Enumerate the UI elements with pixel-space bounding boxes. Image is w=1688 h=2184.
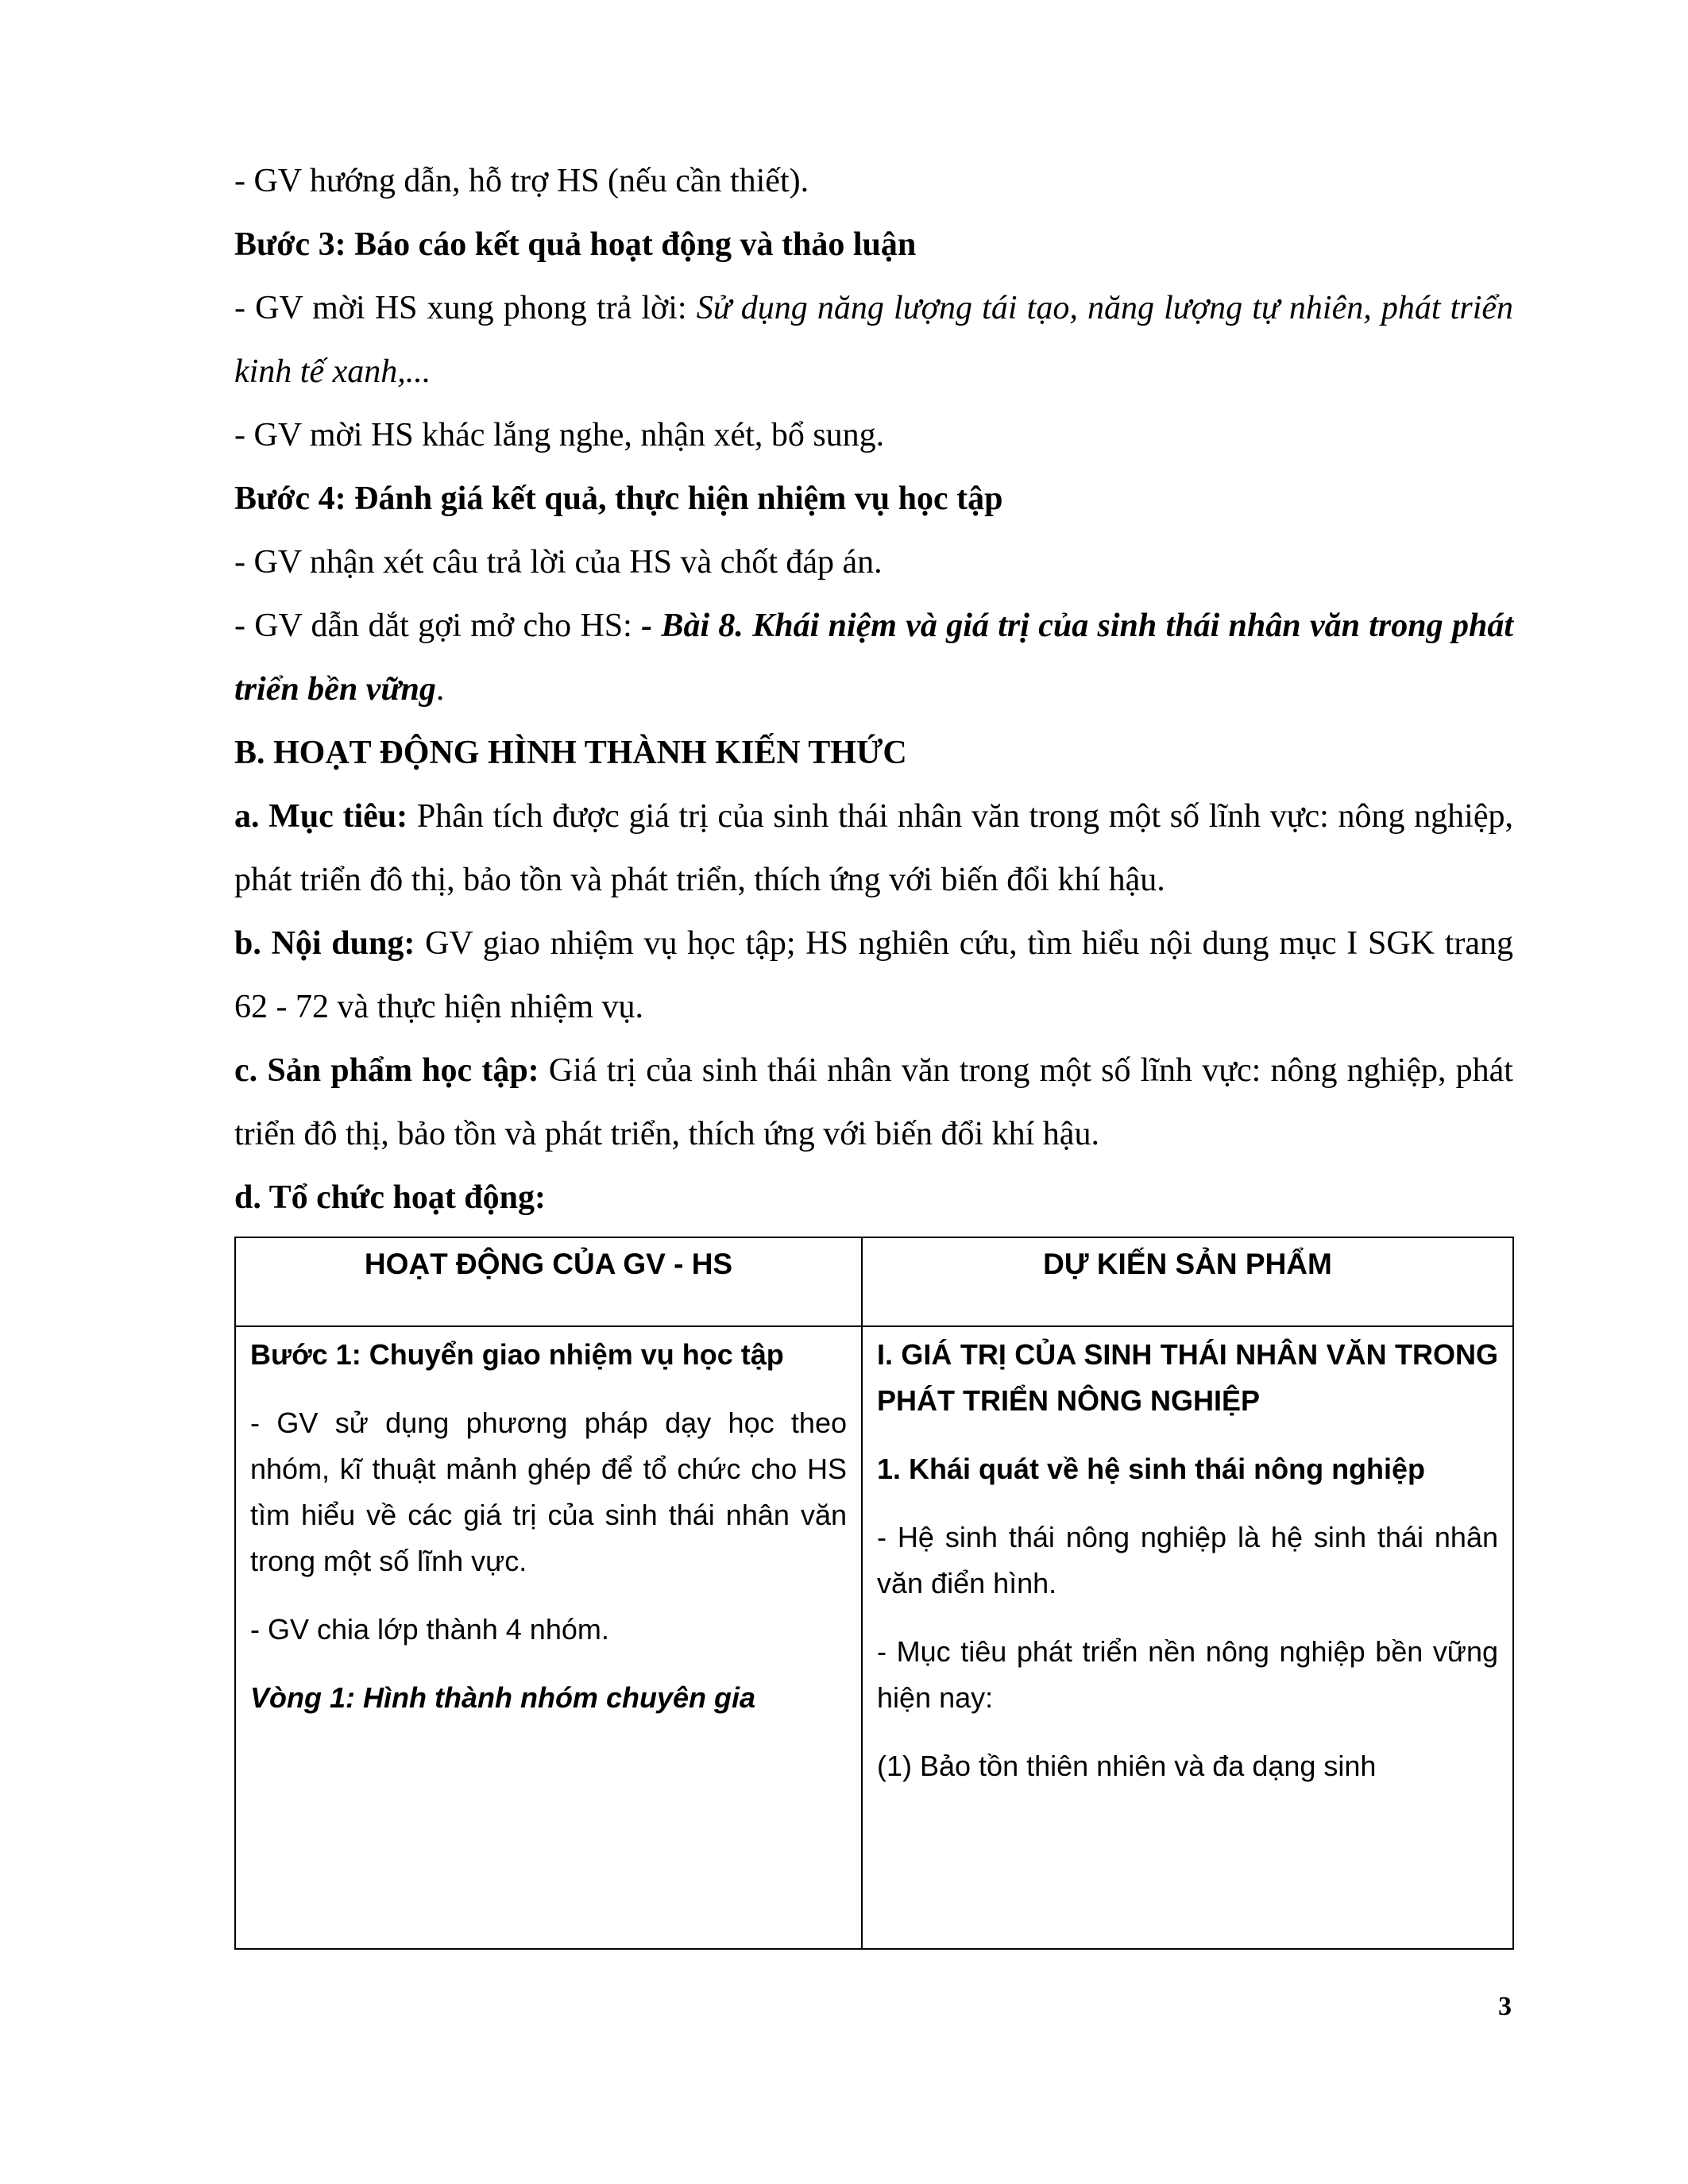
paragraph [234,1039,1513,1166]
products-cell [862,1326,1513,1949]
activity-table [234,1237,1514,1950]
list-item: - GV sử dụng phương pháp dạy học theo nhóm, kĩ thuật mảnh ghép để tổ chức cho HS tìm hiểu về các giá trị của sinh thái nhân văn trong một số lĩnh vực. [250,1406,847,1577]
page-number: 3 [1498,1992,1512,2021]
list-item: - GV chia lớp thành 4 nhóm. [250,1613,609,1646]
paragraph: - GV mời HS khác lắng nghe, nhận xét, bổ sung. [234,417,885,453]
text: Giá trị của sinh thái nhân văn trong một số lĩnh vực: nông nghiệp, phát triển đô thị, bảo tồn và phát triển, thích ứng với biến đổi khí hậu. [234,1052,1513,1152]
paragraph [234,785,1513,912]
header-expected-products: DỰ KIẾN SẢN PHẨM [862,1237,1513,1326]
list-item: (1) Bảo tồn thiên nhiên và đa dạng sinh [877,1750,1377,1782]
paragraph: - GV hướng dẫn, hỗ trợ HS (nếu cần thiết). [234,163,809,199]
list-item: - Mục tiêu phát triển nền nông nghiệp bền vững hiện nay: [877,1635,1498,1714]
paragraph [234,594,1513,721]
text: - GV dẫn dắt gợi mở cho HS: [234,608,642,644]
step-heading [234,213,1513,276]
paragraph [234,912,1513,1039]
text: - GV mời HS xung phong trả lời: [234,290,697,326]
text: . [435,671,445,708]
step3-heading: Bước 3: Báo cáo kết quả hoạt động và thảo luận [234,226,917,263]
italic-answer: Sử dụng năng lượng tái tạo, năng lượng tự nhiên, phát triển kinh tế xanh,... [234,290,1514,390]
table-header-row [235,1237,1513,1326]
document-body [234,149,1513,1229]
step4-heading: Bước 4: Đánh giá kết quả, thực hiện nhiệm vụ học tập [234,480,1003,517]
paragraph [234,1166,1513,1229]
section-b-title: B. HOẠT ĐỘNG HÌNH THÀNH KIẾN THỨC [234,735,907,771]
label: b. Nội dung: [234,925,415,962]
bold-text: I. GIÁ TRỊ CỦA SINH THÁI NHÂN VĂN TRONG PHÁT TRIỂN NÔNG NGHIỆP [877,1338,1498,1417]
subheading [877,1446,1498,1492]
section-heading [877,1332,1498,1424]
bold-text: Bước 1: Chuyển giao nhiệm vụ học tập [250,1338,784,1371]
label: a. Mục tiêu: [234,798,408,835]
header-activities: HOẠT ĐỘNG CỦA GV - HS [235,1237,862,1326]
paragraph [234,276,1513,403]
text: Phân tích được giá trị của sinh thái nhân văn trong một số lĩnh vực: nông nghiệp, phát triển đô thị, bảo tồn và phát triển, thích ứng với biến đổi khí hậu. [234,798,1513,898]
bold-text: 1. Khái quát về hệ sinh thái nông nghiệp [877,1453,1426,1485]
round1-heading [250,1675,847,1721]
label: d. Tổ chức hoạt động: [234,1179,547,1216]
bold-italic-text: Vòng 1: Hình thành nhóm chuyên gia [250,1681,755,1714]
step1-heading [250,1332,847,1378]
list-item: - Hệ sinh thái nông nghiệp là hệ sinh thái nhân văn điển hình. [877,1521,1498,1599]
paragraph: - GV nhận xét câu trả lời của HS và chốt đáp án. [234,544,883,581]
label: c. Sản phẩm học tập: [234,1052,539,1089]
activities-cell [235,1326,862,1949]
step-heading [234,467,1513,531]
lesson-title: - Bài 8. Khái niệm và giá trị của sinh thái nhân văn trong phát triển bền vững [234,608,1513,708]
text: GV giao nhiệm vụ học tập; HS nghiên cứu, tìm hiểu nội dung mục I SGK trang 62 - 72 và thực hiện nhiệm vụ. [234,925,1513,1025]
table-row [235,1326,1513,1949]
section-heading [234,721,1513,785]
